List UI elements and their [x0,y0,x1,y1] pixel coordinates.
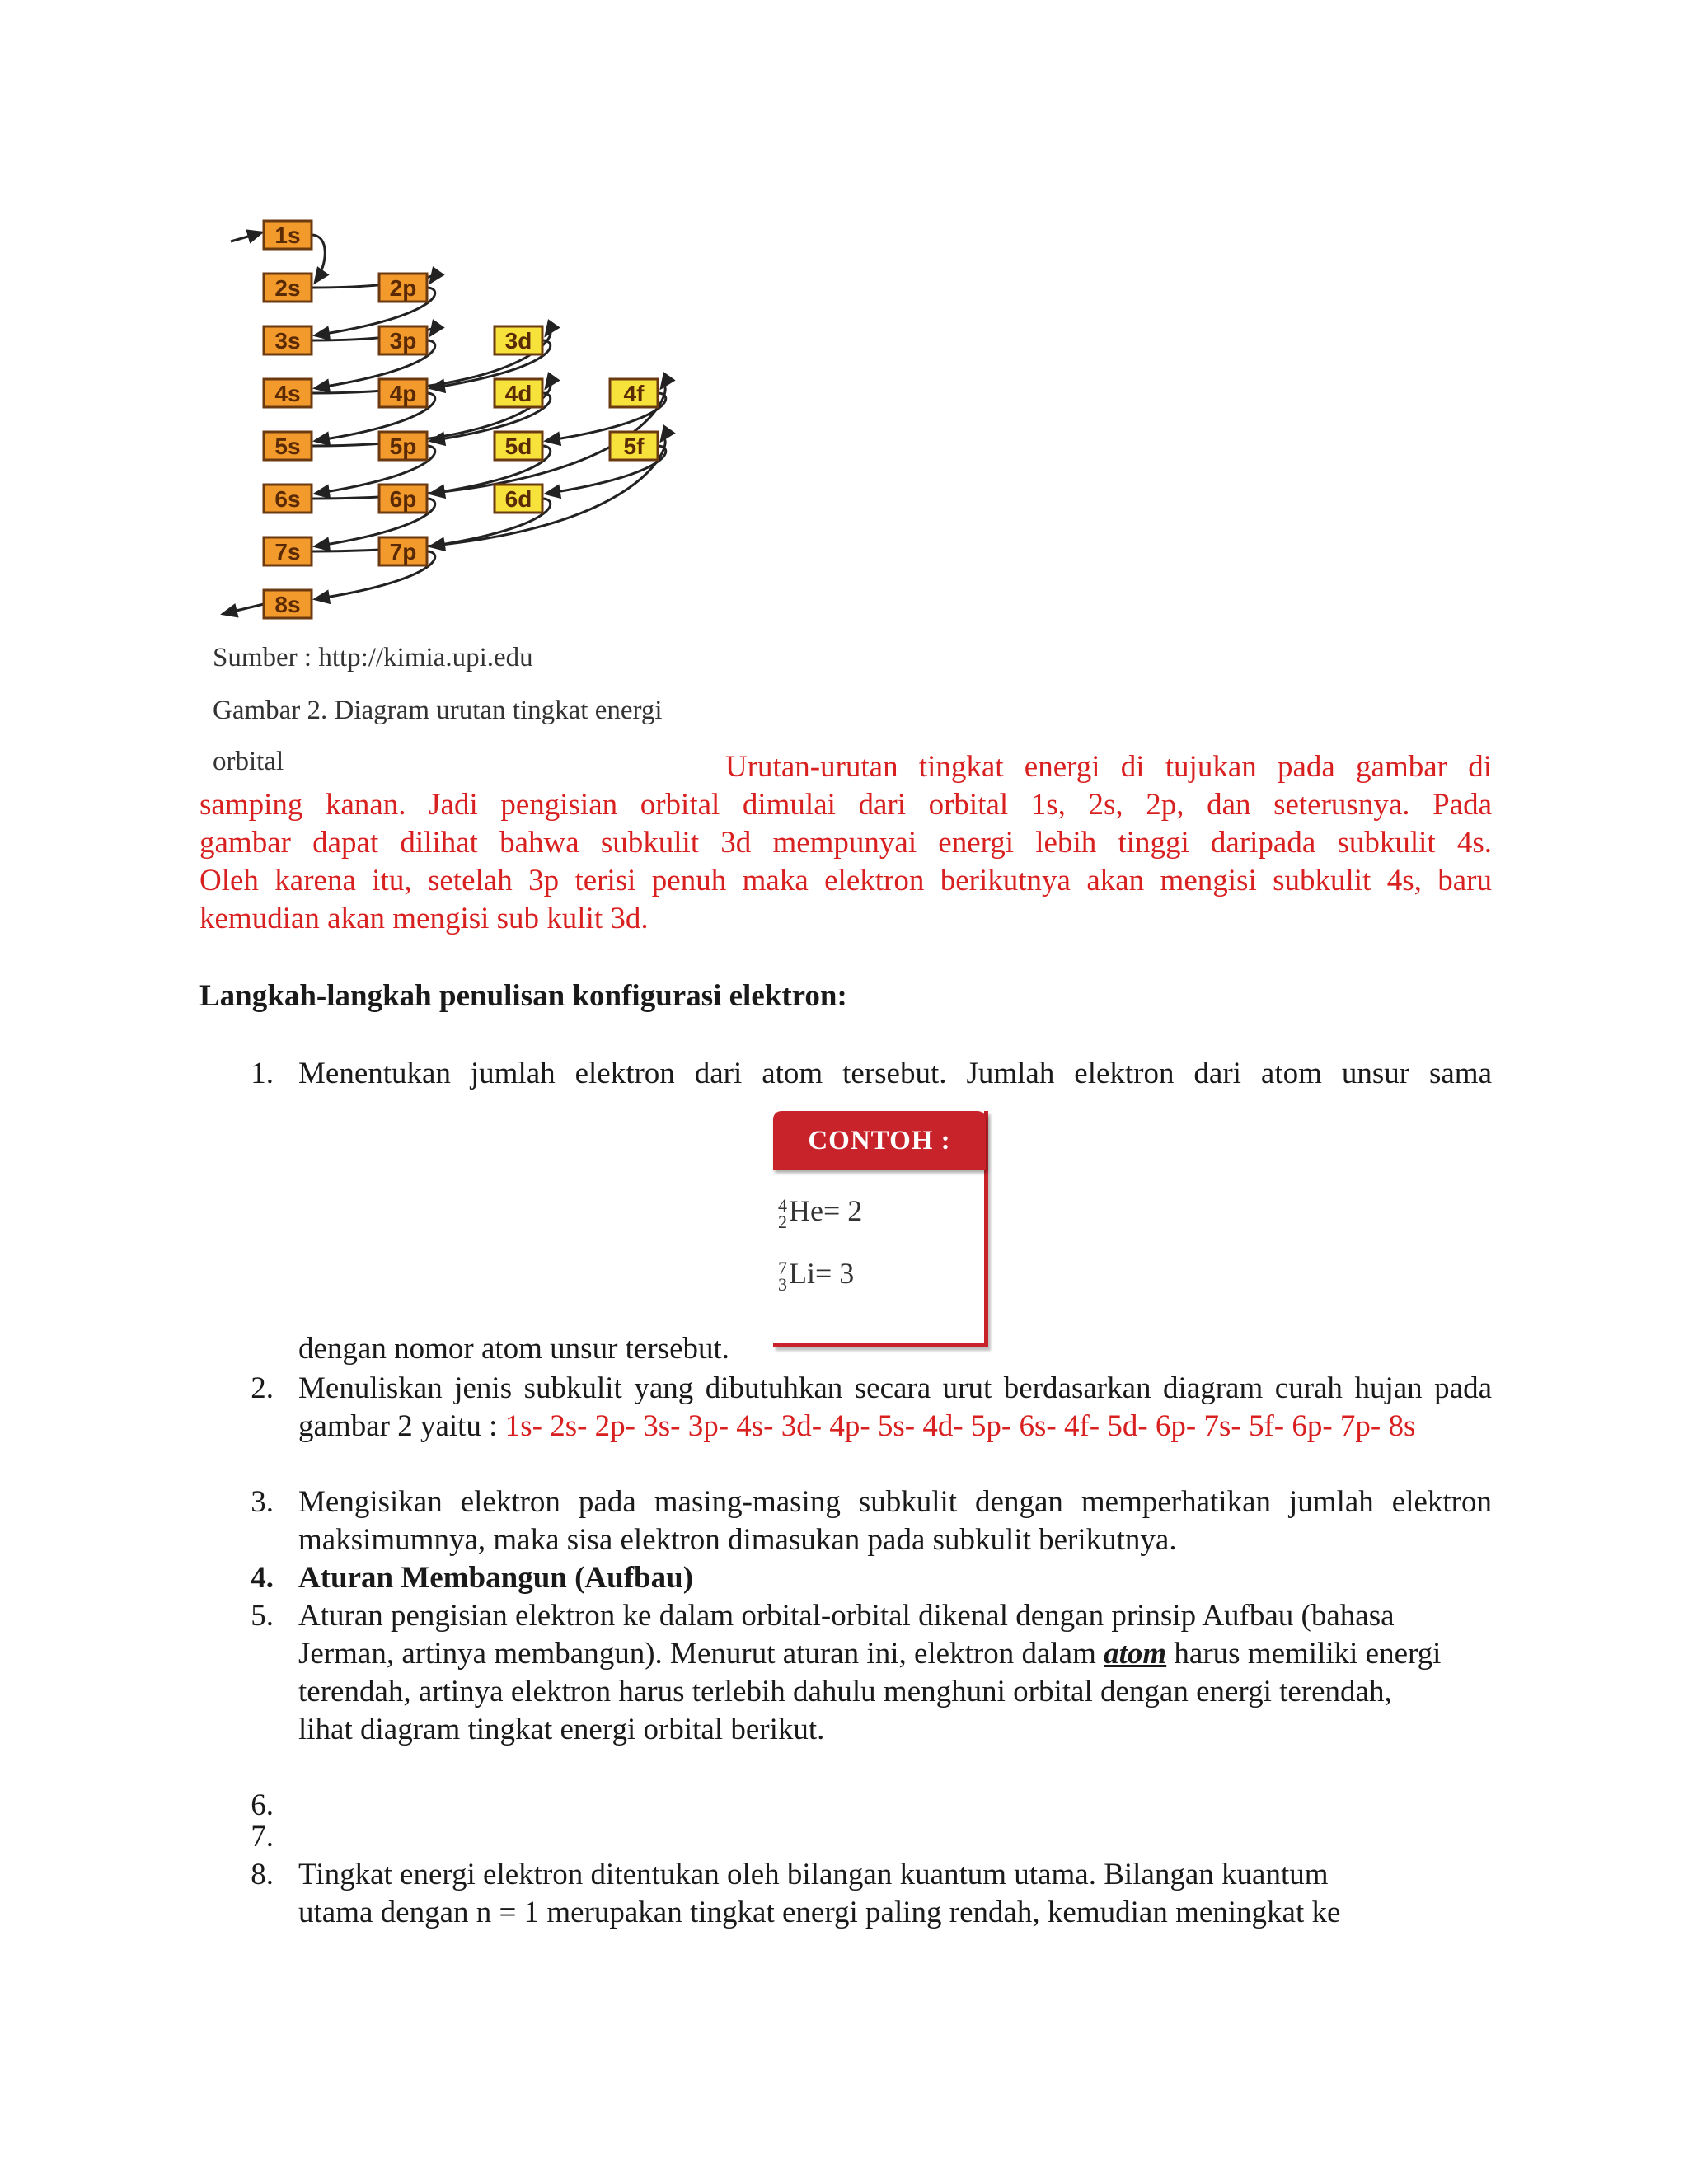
intro-line-4: Oleh karena itu, setelah 3p terisi penuh maka elektron berikutnya akan mengisi subkulit 4s, baru [199,864,1492,898]
list-item-8-continued: utama dengan n = 1 merupakan tingkat energi paling rendah, kemudian meningkat ke [298,1896,1341,1929]
svg-text:2p: 2p [389,275,417,301]
orbital-box-6s [264,485,312,513]
list-number: 5. [251,1599,274,1633]
figure-caption: Gambar 2. Diagram urutan tingkat energi [213,696,663,725]
svg-text:6p: 6p [389,486,417,512]
orbital-box-4p [379,379,427,407]
svg-text:7s: 7s [274,539,301,565]
orbital-box-1s [264,221,312,249]
svg-text:7p: 7p [389,539,417,565]
svg-text:6s: 6s [274,486,301,512]
svg-text:4p: 4p [389,381,417,406]
orbital-box-5p [379,432,427,460]
orbital-box-7p [379,537,427,565]
list-item-8: Tingkat energi elektron ditentukan oleh bilangan kuantum utama. Bilangan kuantum [298,1858,1329,1891]
svg-text:4d: 4d [504,381,532,406]
subshell-sequence: 1s- 2s- 2p- 3s- 3p- 4s- 3d- 4p- 5s- 4d- 5p- 6s- 4f- 5d- 6p- 7s- 5f- 6p- 7p- 8s [504,1409,1416,1443]
orbital-box-2p [379,274,427,302]
orbital-box-3p [379,326,427,354]
section-heading: Langkah-langkah penulisan konfigurasi elektron: [199,979,847,1013]
svg-text:8s: 8s [274,592,301,617]
orbital-box-6p [379,485,427,513]
svg-text:5d: 5d [504,434,532,459]
list-item-4: Aturan Membangun (Aufbau) [298,1561,694,1595]
list-item-1-continued: dengan nomor atom unsur tersebut. [298,1332,730,1366]
svg-text:5f: 5f [623,434,645,459]
list-item-3: Mengisikan elektron pada masing-masing subkulit dengan memperhatikan jumlah elektron maksimumnya, maka sisa elektron dimasukan pada subkulit berikutnya. [298,1485,1492,1557]
list-item-1: Menentukan jumlah elektron dari atom tersebut. Jumlah elektron dari atom unsur sama [298,1057,1492,1090]
orbital-box-6d [495,485,542,513]
orbital-box-7s [264,537,312,565]
figure-caption-cont: orbital [213,747,284,776]
orbital-box-5f [610,432,658,460]
orbital-box-2s [264,274,312,302]
diagram-arrow [223,604,264,614]
svg-text:2s: 2s [274,275,301,301]
svg-text:3s: 3s [274,328,301,354]
orbital-box-4s [264,379,312,407]
diagram-arrow [231,232,262,241]
svg-text:1s: 1s [274,223,301,248]
orbital-box-5d [495,432,542,460]
svg-text:3d: 3d [504,328,532,354]
diagram-arrow [312,235,325,283]
list-item-2: Menuliskan jenis subkulit yang dibutuhkan secara urut berdasarkan diagram curah hujan pada gambar 2 yaitu : 1s- 2s- 2p- 3s- 3p- 4s- 3d- 4p- 5s- 4d- 5p- 6s- 4f- 5d- 6p- 7s- 5f- 6p- 7p- 8s [298,1371,1492,1443]
orbital-box-5s [264,432,312,460]
orbital-energy-diagram [206,204,717,633]
svg-text:4f: 4f [623,381,645,406]
figure-source: Sumber : http://kimia.upi.edu [213,643,533,673]
example-box [773,1111,988,1347]
list-number: 6. [251,1788,274,1822]
list-number: 3. [251,1485,274,1519]
intro-line-5: kemudian akan mengisi sub kulit 3d. [199,902,649,935]
svg-text:5s: 5s [274,434,301,459]
orbital-box-8s [264,590,312,618]
intro-line-1: Urutan-urutan tingkat energi di tujukan pada gambar di [725,750,1492,784]
orbital-boxes [264,221,658,618]
intro-line-2: samping kanan. Jadi pengisian orbital dimulai dari orbital 1s, 2s, 2p, dan seterusnya. Pada [199,788,1492,822]
atom-link[interactable]: atom [1104,1637,1167,1671]
orbital-box-4f [610,379,658,407]
list-number: 2. [251,1371,274,1405]
svg-text:6d: 6d [504,486,532,512]
helium-formula: 4 2 He= 2 [778,1194,863,1232]
orbital-box-4d [495,379,542,407]
orbital-box-3d [495,326,542,354]
svg-text:3p: 3p [389,328,417,354]
list-number: 8. [251,1858,274,1891]
orbital-box-3s [264,326,312,354]
svg-text:4s: 4s [274,381,301,406]
lithium-formula: 7 3 Li= 3 [778,1257,855,1295]
example-box-title: CONTOH : [773,1111,986,1170]
list-number: 7. [251,1820,274,1854]
intro-line-3: gambar dapat dilihat bahwa subkulit 3d mempunyai energi lebih tinggi daripada subkulit 4s. [199,826,1492,860]
list-item-5: Aturan pengisian elektron ke dalam orbital-orbital dikenal dengan prinsip Aufbau (bahasa Jerman, artinya membangun). Menurut aturan ini, elektron dalam atom harus memiliki energi terendah, artinya elektron harus terlebih dahulu menghuni orbital dengan energi terendah, lihat diagram tingkat energi orbital berikut. [298,1599,1442,1746]
svg-text:5p: 5p [389,434,417,459]
list-number: 4. [251,1561,274,1595]
list-number: 1. [251,1057,274,1090]
